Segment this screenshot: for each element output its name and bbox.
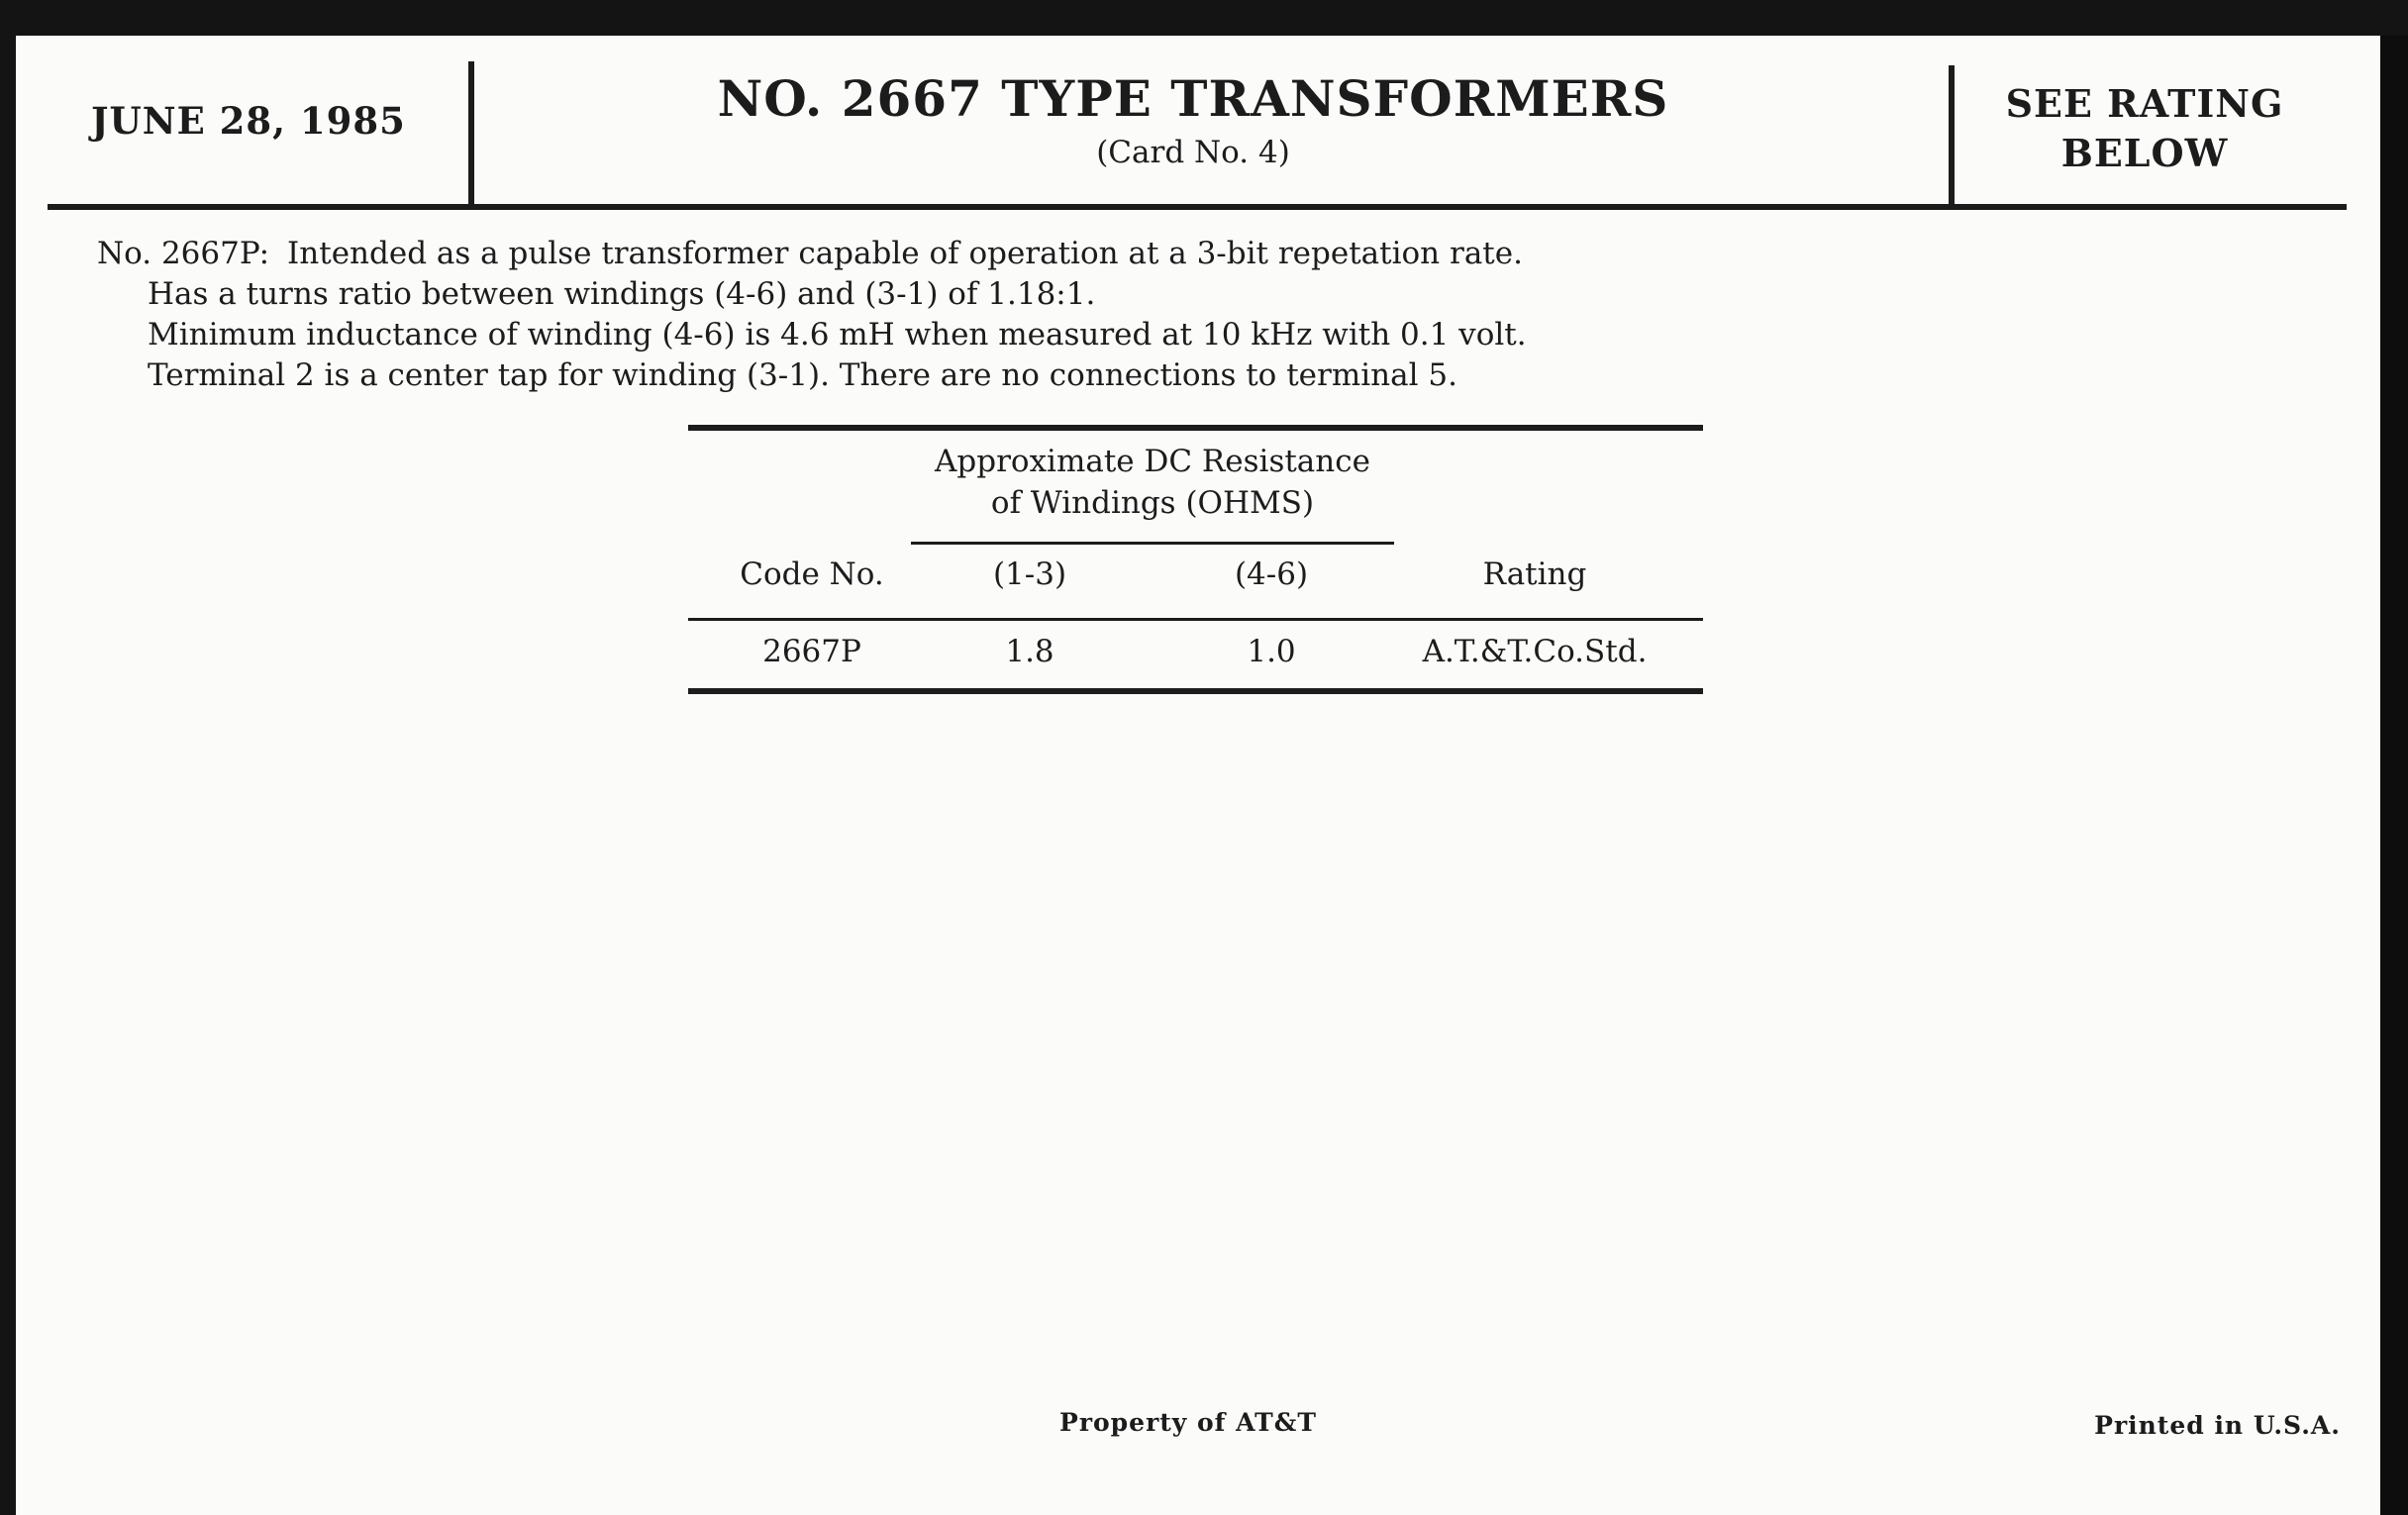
table-group-header <box>891 441 1414 524</box>
rating-note <box>1956 79 2333 178</box>
description-line: Has a turns ratio between windings (4-6) and (3-1) of 1.18:1. <box>148 276 1096 312</box>
table-cell-rating: A.T.&T.Co.Std. <box>1422 634 1648 669</box>
header-divider-right <box>1949 65 1955 210</box>
card-number: (Card No. 4) <box>1096 135 1290 170</box>
description <box>97 234 1780 396</box>
column-header-rating: Rating <box>1482 556 1587 592</box>
footer-property: Property of AT&T <box>1059 1408 1317 1437</box>
footer-printed: Printed in U.S.A. <box>2094 1411 2341 1440</box>
table-top-rule <box>688 425 1703 431</box>
page-title: NO. 2667 TYPE TRANSFORMERS <box>717 69 1669 128</box>
card-date: JUNE 28, 1985 <box>91 99 406 143</box>
column-header-4-6: (4-6) <box>1234 556 1309 592</box>
description-text: Intended as a pulse transformer capable of operation at a 3-bit repetation rate. <box>287 236 1523 271</box>
header-rule <box>48 204 2347 210</box>
table-cell-1-3: 1.8 <box>1005 634 1054 669</box>
description-line <box>97 234 1780 274</box>
column-header-code: Code No. <box>740 556 884 592</box>
group-header-line-2: of Windings (OHMS) <box>990 485 1315 521</box>
rating-note-line-1: SEE RATING <box>2005 81 2284 126</box>
description-line: Terminal 2 is a center tap for winding (3-1). There are no connections to terminal 5. <box>148 357 1457 393</box>
rating-note-line-2: BELOW <box>2060 131 2229 175</box>
description-line: Minimum inductance of winding (4-6) is 4.6 mH when measured at 10 kHz with 0.1 volt. <box>148 317 1527 353</box>
description-lead: No. 2667P: <box>97 236 270 271</box>
table-cell-code: 2667P <box>762 634 861 669</box>
table-header-rule <box>688 618 1703 621</box>
table-cell-4-6: 1.0 <box>1247 634 1296 669</box>
group-header-line-1: Approximate DC Resistance <box>935 444 1370 479</box>
table-bottom-rule <box>688 688 1703 694</box>
table-group-rule <box>911 542 1394 545</box>
column-header-1-3: (1-3) <box>992 556 1067 592</box>
header-divider-left <box>468 61 474 206</box>
card-edge-shadow <box>2380 36 2408 1515</box>
